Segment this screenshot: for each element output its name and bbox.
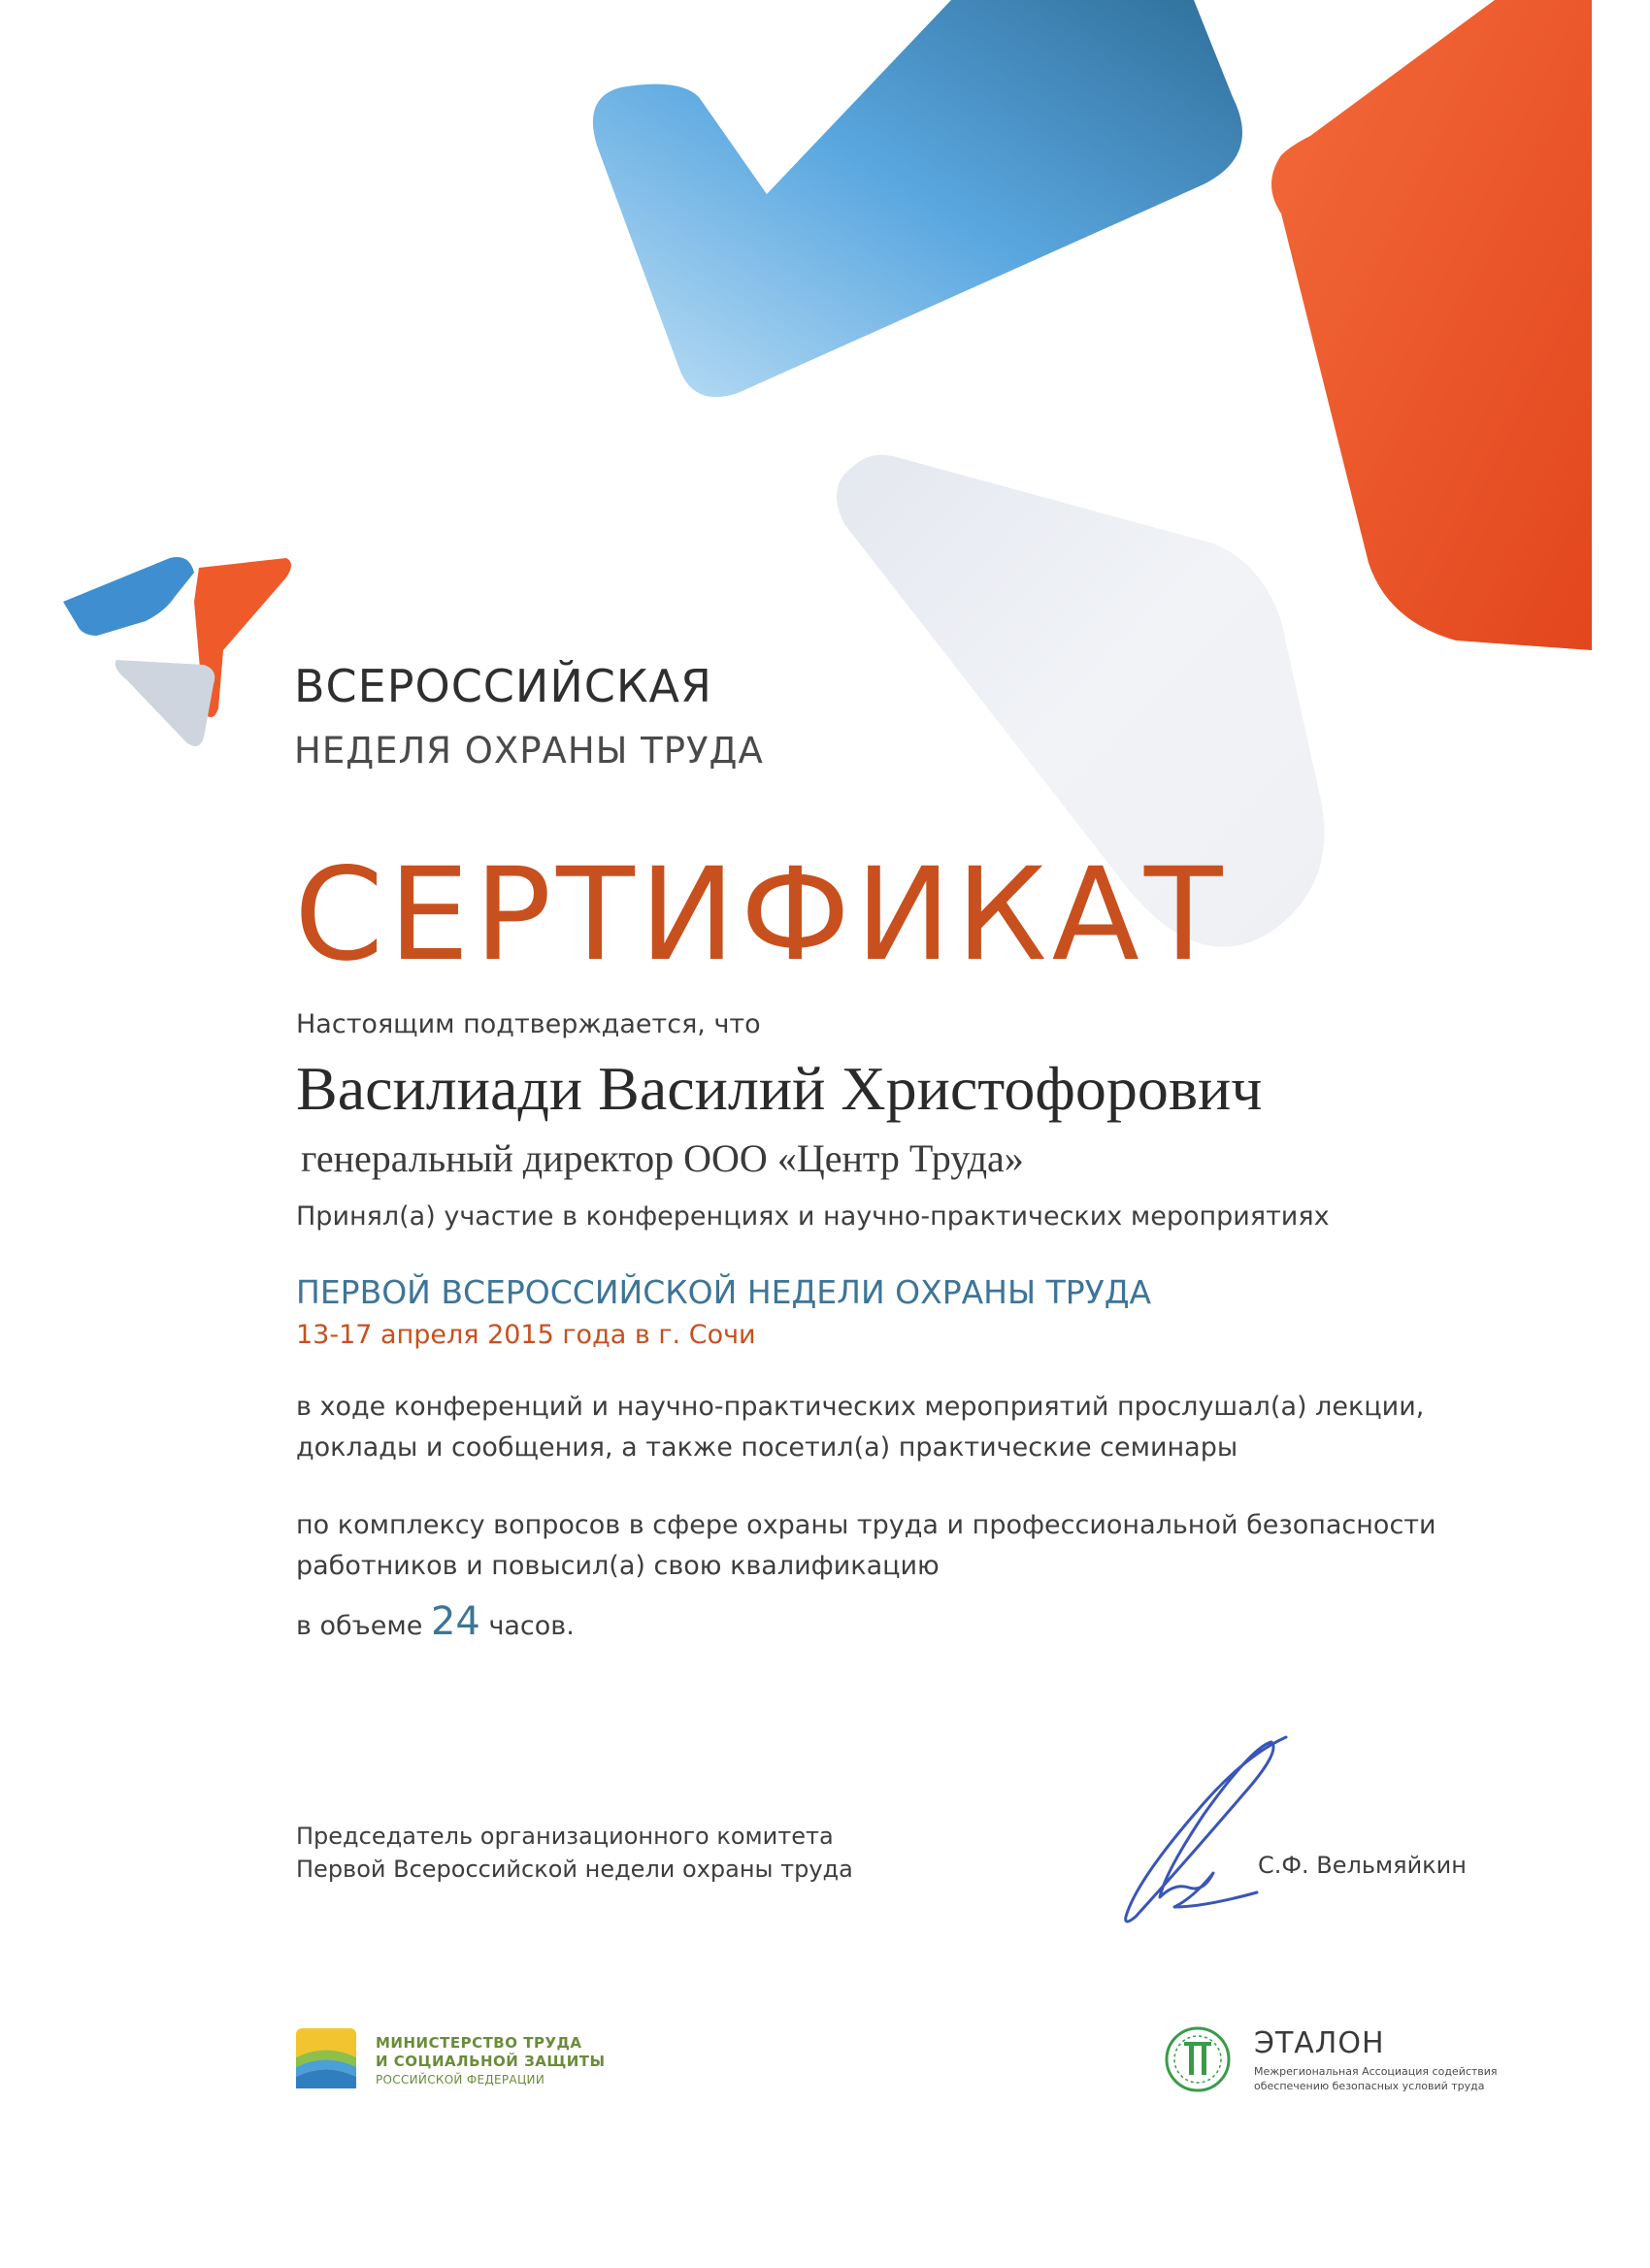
intro-text: Настоящим подтверждается, что	[296, 1009, 761, 1039]
ministry-name-line3: РОССИЙСКОЙ ФЕДЕРАЦИИ	[376, 2073, 545, 2087]
body-paragraph-1-line-1: в ходе конференций и научно-практических мероприятий прослушал(а) лекции,	[296, 1392, 1425, 1422]
etalon-subtitle-line2: обеспечению безопасных условий труда	[1254, 2080, 1485, 2092]
body-paragraph-1-line-2: доклады и сообщения, а также посетил(а) практические семинары	[296, 1432, 1238, 1463]
ministry-name-line2: И СОЦИАЛЬНОЙ ЗАЩИТЫ	[376, 2053, 606, 2070]
ministry-logo-icon	[296, 2028, 356, 2088]
recipient-name: Василиади Василий Христофорович	[296, 1054, 1263, 1123]
event-dates: 13-17 апреля 2015 года в г. Сочи	[296, 1320, 756, 1350]
week-logo-icon	[58, 543, 291, 776]
volume-suffix: часов.	[488, 1611, 575, 1641]
body-paragraph-2-line-2: работников и повысил(а) свою квалификацию	[296, 1551, 940, 1581]
participation-text: Принял(а) участие в конференциях и научно-практических мероприятиях	[296, 1201, 1330, 1232]
ministry-name-line1: МИНИСТЕРСТВО ТРУДА	[376, 2034, 582, 2052]
orange-ribbon	[1271, 0, 1592, 650]
organization-name-line2: НЕДЕЛЯ ОХРАНЫ ТРУДА	[294, 730, 764, 772]
signer-name: С.Ф. Вельмяйкин	[1258, 1852, 1467, 1879]
etalon-name: ЭТАЛОН	[1254, 2026, 1385, 2060]
chair-title-line2: Первой Всероссийской недели охраны труда	[296, 1856, 853, 1883]
organization-name-line1: ВСЕРОССИЙСКАЯ	[294, 660, 712, 712]
body-paragraph-2-line-1: по комплексу вопросов в сфере охраны труда и профессиональной безопасности	[296, 1510, 1436, 1540]
blue-ribbon	[593, 0, 1242, 397]
etalon-subtitle-line1: Межрегиональная Ассоциация содействия	[1254, 2065, 1498, 2078]
signature-icon	[1097, 1727, 1301, 1931]
etalon-logo-icon	[1163, 2024, 1233, 2094]
recipient-position: генеральный директор ООО «Центр Труда»	[301, 1136, 1024, 1180]
event-name: ПЕРВОЙ ВСЕРОССИЙСКОЙ НЕДЕЛИ ОХРАНЫ ТРУДА	[296, 1273, 1152, 1311]
volume-hours: 24	[430, 1599, 480, 1644]
chair-title-line1: Председатель организационного комитета	[296, 1823, 834, 1850]
certificate-title: СЕРТИФИКАТ	[294, 840, 1228, 990]
volume-line	[296, 1599, 575, 1644]
volume-prefix: в объеме	[296, 1611, 423, 1641]
